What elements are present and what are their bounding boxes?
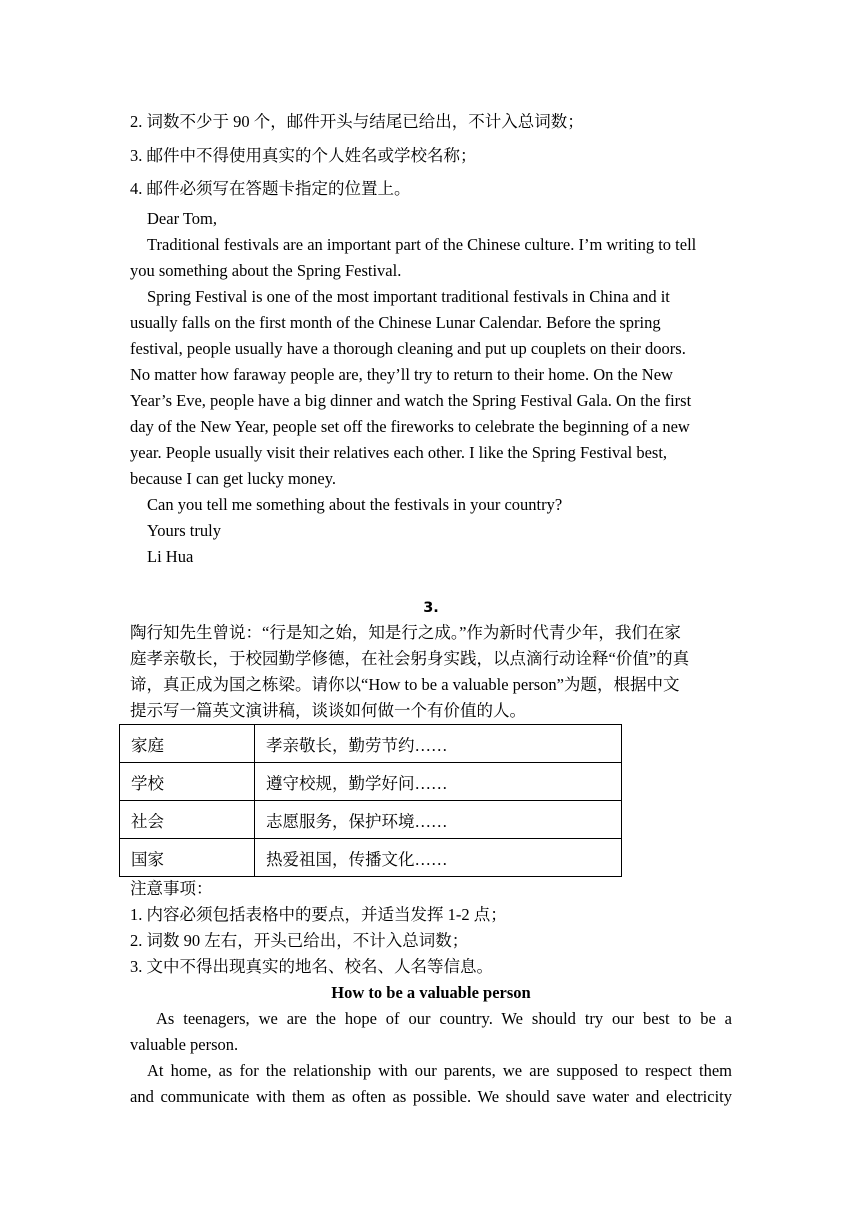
- table-value: 遵守校规，勤学好问……: [255, 763, 622, 801]
- table-key: 社会: [120, 801, 255, 839]
- essay-line: and communicate with them as often as possible. We should save water and electricity: [130, 1087, 732, 1106]
- letter-line: year. People usually visit their relatives each other. I like the Spring Festival best,: [130, 443, 668, 462]
- letter-line: because I can get lucky money.: [130, 469, 337, 488]
- letter-line: Spring Festival is one of the most important traditional festivals in China and it: [147, 287, 670, 306]
- letter-line: Year’s Eve, people have a big dinner and watch the Spring Festival Gala. On the first: [130, 391, 692, 410]
- section-number: 3.: [423, 600, 439, 616]
- letter-line: Can you tell me something about the festivals in your country?: [147, 495, 563, 514]
- prompt-line: 谛，真正成为国之栋梁。请你以“How to be a valuable person”为题，根据中文: [130, 675, 680, 694]
- letter-line: festival, people usually have a thorough cleaning and put up couplets on their doors.: [130, 339, 686, 358]
- table-row: [120, 839, 622, 877]
- table-row: [120, 801, 622, 839]
- table-value: 孝亲敬长，勤劳节约……: [255, 725, 622, 763]
- essay-line: valuable person.: [130, 1035, 239, 1054]
- requirement-item: 3. 邮件中不得使用真实的个人姓名或学校名称；: [130, 146, 477, 165]
- letter-line: day of the New Year, people set off the fireworks to celebrate the beginning of a new: [130, 417, 690, 436]
- table-key: 国家: [120, 839, 255, 877]
- table-key: 学校: [120, 763, 255, 801]
- prompt-line: 庭孝亲敬长，于校园勤学修德，在社会躬身实践，以点滴行动诠释“价值”的真: [130, 649, 690, 668]
- note-item: 1. 内容必须包括表格中的要点，并适当发挥 1-2 点；: [130, 905, 507, 924]
- letter-closing: Yours truly: [147, 521, 221, 540]
- essay-line: As teenagers, we are the hope of our country. We should try our best to be a: [156, 1009, 732, 1028]
- letter-signature: Li Hua: [147, 547, 194, 566]
- table-value: 热爱祖国，传播文化……: [255, 839, 622, 877]
- letter-line: you something about the Spring Festival.: [130, 261, 402, 280]
- letter-greeting: Dear Tom,: [147, 209, 218, 228]
- letter-line: Traditional festivals are an important part of the Chinese culture. I’m writing to tell: [147, 235, 697, 254]
- prompt-line: 提示写一篇英文演讲稿，谈谈如何做一个有价值的人。: [130, 701, 526, 720]
- requirement-item: 2. 词数不少于 90 个，邮件开头与结尾已给出，不计入总词数；: [130, 112, 584, 131]
- letter-line: No matter how faraway people are, they’ll try to return to their home. On the New: [130, 365, 673, 384]
- table-key: 家庭: [120, 725, 255, 763]
- essay-line: At home, as for the relationship with our parents, we are supposed to respect them: [147, 1061, 732, 1080]
- table-value: 志愿服务，保护环境……: [255, 801, 622, 839]
- note-item: 2. 词数 90 左右，开头已给出，不计入总词数；: [130, 931, 469, 950]
- prompt-line: 陶行知先生曾说：“行是知之始，知是行之成。”作为新时代青少年，我们在家: [130, 623, 681, 642]
- table-row: [120, 763, 622, 801]
- table-row: [120, 725, 622, 763]
- notes-title: 注意事项：: [130, 879, 213, 898]
- essay-title: How to be a valuable person: [331, 983, 531, 1002]
- points-table: [119, 724, 622, 877]
- requirement-item: 4. 邮件必须写在答题卡指定的位置上。: [130, 179, 411, 198]
- note-item: 3. 文中不得出现真实的地名、校名、人名等信息。: [130, 957, 493, 976]
- letter-line: usually falls on the first month of the Chinese Lunar Calendar. Before the spring: [130, 313, 661, 332]
